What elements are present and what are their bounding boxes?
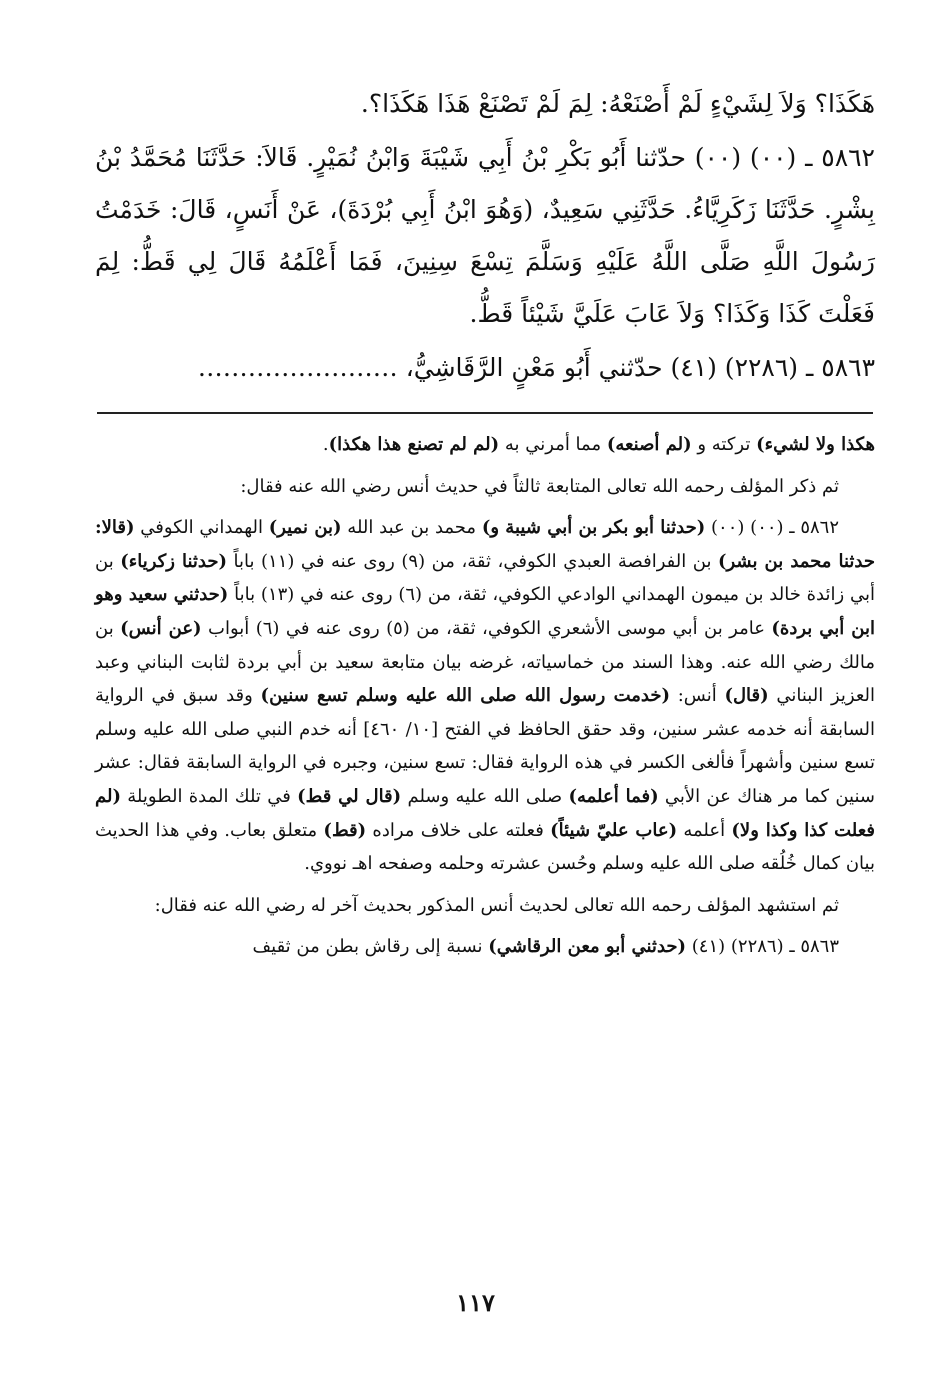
bold-phrase: (بن نمير) [268, 517, 342, 539]
bold-phrase: (حدثني أبو معن الرقاشي) [488, 936, 687, 958]
text-run: بن أبي زائدة خالد بن ميمون الهمداني الوادعي الكوفي، ثقة، من (٦) روى عنه في (١٣) باباً [95, 550, 875, 606]
text-run: . [322, 434, 329, 455]
bold-phrase: (لم لم تصنع هذا هكذا) [328, 434, 500, 455]
hadith-5863 [95, 342, 875, 394]
text-run: بن مالك رضي الله عنه. وهذا السند من خماسياته، غرضه بيان متابعة سعيد بن أبي بردة لثابت البناني وعبد العزيز البناني [95, 617, 875, 707]
text-run: متعلق بعاب. وفي هذا الحديث بيان كمال خُلُقه صلى الله عليه وسلم وحُسن عشرته وحلمه وصفحه اهـ نووي. [95, 819, 875, 875]
bold-phrase: (حدثنا زكرياء) [120, 550, 227, 572]
bold-phrase: (لم أصنعه) [606, 434, 692, 455]
bold-phrase: (قال لي قط) [297, 785, 402, 807]
text-run: وقد سبق في الرواية السابقة أنه خدمه عشر سنين، وقد حقق الحافظ في الفتح [١٠/ ٤٦٠] أنه خدم النبي صلى الله عليه وسلم تسع سنين وأشهراً فألغى الكسر في هذه الرواية فقال: تسع سنين، وجبره في الرواية السابقة فقال: عشر سنين كما مر هناك عن الأبي [95, 685, 875, 807]
bold-phrase: (حدثني سعيد وهو ابن أبي بردة) [95, 584, 875, 639]
text-run: ٥٨٦٣ ـ (٢٢٨٦) (٤١) [686, 936, 839, 958]
text-run: أعلمه [677, 819, 732, 841]
bold-phrase: (قال) [724, 685, 769, 707]
text-run: الهمداني الكوفي [134, 517, 269, 539]
bold-phrase: (حدثنا أبو بكر بن أبي شيبة و) [481, 517, 706, 539]
bold-phrase: (فما أعلمه) [568, 785, 659, 807]
commentary-para-1 [95, 428, 875, 462]
hadith-5862: ٥٨٦٢ ـ (٠٠) (٠٠) حدّثنا أَبُو بَكْرِ بْنُ أَبِي شَيْبَةَ وَابْنُ نُمَيْرٍ. قَالاَ: حَدَّثَنَا مُحَمَّدُ بْنُ بِشْرٍ. حَدَّثَنَا زَكَرِيَّاءُ. حَدَّثَنِي سَعِيدٌ، (وَهُوَ ابْنُ أَبِي بُرْدَةَ)، عَنْ أَنَسٍ، قَالَ: خَدَمْتُ رَسُولَ اللَّهِ صَلَّى اللَّهُ عَلَيْهِ وَسَلَّمَ تِسْعَ سِنِينَ، فَمَا أَعْلَمُهُ قَالَ لِي قَطُّ: لِمَ فَعَلْتَ كَذَا وَكَذَا؟ وَلاَ عَابَ عَلَيَّ شَيْئاً قَطُّ. [95, 143, 875, 328]
text-run: أنس: [669, 685, 725, 707]
commentary-para-5 [95, 930, 875, 964]
bold-phrase: (قالا: حدثنا محمد بن بشر) [95, 517, 876, 572]
text-run: عامر بن أبي موسى الأشعري الكوفي، ثقة، من (٥) روى عنه في (٦) أبواب [201, 617, 772, 639]
footnote-divider [97, 412, 873, 414]
ellipsis-dots: …………………… [197, 353, 398, 382]
commentary-para-4: ثم استشهد المؤلف رحمه الله تعالى لحديث أنس المذكور بحديث آخر له رضي الله عنه فقال: [154, 894, 839, 916]
commentary-text [95, 428, 875, 964]
text-run: صلى الله عليه وسلم [401, 785, 569, 807]
text-run: محمد بن عبد الله [341, 517, 482, 539]
hadith-5863-text: ٥٨٦٣ ـ (٢٢٨٦) (٤١) حدّثني أَبُو مَعْنٍ الرَّقَاشِيُّ، [405, 353, 875, 382]
text-run: فعلته على خلاف مراده [366, 819, 551, 841]
text-run: في تلك المدة الطويلة [120, 785, 298, 807]
commentary-para-2: ثم ذكر المؤلف رحمه الله تعالى المتابعة ثالثاً في حديث أنس رضي الله عنه فقال: [240, 475, 839, 497]
text-run: مما أمرني به [499, 434, 607, 455]
bold-phrase: (لم فعلت كذا وكذا ولا) [95, 785, 875, 841]
bold-phrase: (عن أنس) [120, 617, 202, 639]
text-run: تركته و [691, 434, 757, 455]
text-run: نسبة إلى رقاش بطن من ثقيف [252, 936, 489, 958]
bold-phrase: (خدمت رسول الله صلى الله عليه وسلم تسع سنين) [260, 685, 670, 707]
bold-phrase: (قط) [323, 819, 367, 841]
text-run: ٥٨٦٢ ـ (٠٠) (٠٠) [705, 517, 839, 539]
page-number: ١١٧ [456, 1288, 495, 1317]
hadith-text [95, 78, 875, 394]
bold-phrase: هكذا ولا لشيء) [756, 434, 875, 455]
commentary-para-3 [95, 511, 875, 881]
text-run: بن الفرافصة العبدي الكوفي، ثقة، من (٩) روى عنه في (١١) باباً [226, 550, 718, 572]
bold-phrase: (عاب عليّ شيئاً) [550, 819, 678, 841]
hadith-line-top: هَكَذَا؟ وَلاَ لِشَيْءٍ لَمْ أَصْنَعْهُ: لِمَ لَمْ تَصْنَعْ هَذَا هَكَذَا؟. [360, 89, 875, 118]
